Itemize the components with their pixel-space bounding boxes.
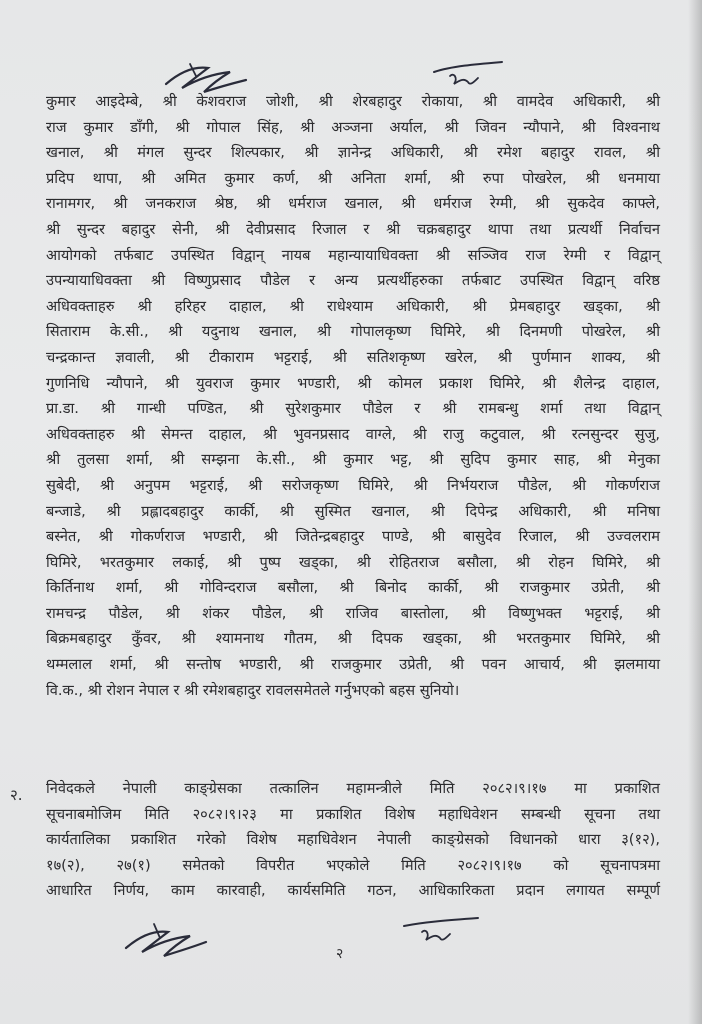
text-line: आयोगको तर्फबाट उपस्थित विद्वान् नायब महान्यायाधिवक्ता श्री सञ्जिव राज रेग्मी र विद्वान् [46, 246, 660, 264]
text-line: रानामगर, श्री जनकराज श्रेष्ठ, श्री धर्मराज खनाल, श्री धर्मराज रेग्मी, श्री सुकदेव काफ्ले, [46, 195, 660, 213]
signature-icon [120, 918, 210, 964]
paragraph-2 [46, 776, 660, 904]
paragraph-1 [46, 89, 660, 703]
text-line: अधिवक्ताहरु श्री सेमन्त दाहाल, श्री भुवनप्रसाद वाग्ले, श्री राजु कटुवाल, श्री रत्नसुन्दर सुजु, [46, 425, 660, 443]
text-line: प्रदिप थापा, श्री अमित कुमार कर्ण, श्री अनिता शर्मा, श्री रुपा पोखरेल, श्री धनमाया [46, 169, 660, 187]
page-number: २ [336, 946, 344, 962]
text-line: प्रा.डा. श्री गान्धी पण्डित, श्री सुरेशकुमार पौडेल र श्री रामबन्धु शर्मा तथा विद्वान् [46, 400, 660, 418]
text-line: वि.क., श्री रोशन नेपाल र श्री रमेशबहादुर रावलसमेतले गर्नुभएको बहस सुनियो। [46, 681, 460, 699]
text-line: बिक्रमबहादुर कुँवर, श्री श्यामनाथ गौतम, श्री दिपक खड्का, श्री भरतकुमार घिमिरे, श्री [46, 630, 660, 648]
text-line: सुबेदी, श्री अनुपम भट्टराई, श्री सरोजकृष्ण घिमिरे, श्री निर्भयराज पौडेल, श्री गोकर्णराज [46, 476, 660, 494]
text-line: गुणनिधि न्यौपाने, श्री युवराज कुमार भण्डारी, श्री कोमल प्रकाश घिमिरे, श्री शैलेन्द्र दाहाल, [46, 374, 660, 392]
page-edge-shadow [688, 0, 702, 1024]
text-line: १७(२), २७(१) समेतको विपरीत भएकोले मिति २०८२।९।१७ को सूचनापत्रमा [46, 856, 660, 874]
text-line: चन्द्रकान्त ज्ञवाली, श्री टीकाराम भट्टराई, श्री सतिशकृष्ण खरेल, श्री पुर्णमान शाक्य, श्री [46, 348, 660, 366]
text-line: निवेदकले नेपाली काङ्ग्रेसका तत्कालिन महामन्त्रीले मिति २०८२।९।१७ मा प्रकाशित [46, 780, 660, 797]
text-line: थम्मलाल शर्मा, श्री सन्तोष भण्डारी, श्री राजकुमार उप्रेती, श्री पवन आचार्य, श्री झलमाया [46, 656, 660, 674]
text-line: अधिवक्ताहरु श्री हरिहर दाहाल, श्री राधेश्याम अधिकारी, श्री प्रेमबहादुर खड्का, श्री [46, 297, 660, 315]
text-line: घिमिरे, भरतकुमार लकाई, श्री पुष्प खड्का, श्री रोहितराज बसौला, श्री रोहन घिमिरे, श्री [46, 553, 660, 571]
text-line: बस्नेत, श्री गोकर्णराज भण्डारी, श्री जितेन्द्रबहादुर पाण्डे, श्री बासुदेव रिजाल, श्री उज्वलराम [46, 528, 660, 546]
text-line: सिताराम के.सी., श्री यदुनाथ खनाल, श्री गोपालकृष्ण घिमिरे, श्री दिनमणी पोखरेल, श्री [46, 323, 660, 341]
text-line: उपन्यायाधिवक्ता श्री विष्णुप्रसाद पौडेल र अन्य प्रत्यर्थीहरुका तर्फबाट उपस्थित विद्वान् वरिष्ठ [46, 272, 660, 290]
text-line: खनाल, श्री मंगल सुन्दर शिल्पकार, श्री ज्ञानेन्द्र अधिकारी, श्री रमेश बहादुर रावल, श्री [46, 144, 660, 162]
text-line: सूचनाबमोजिम मिति २०८२।९।२३ मा प्रकाशित विशेष महाधिवेशन सम्बन्धी सूचना तथा [46, 805, 660, 823]
text-line: श्री तुलसा शर्मा, श्री सम्झना के.सी., श्री कुमार भट्ट, श्री सुदिप कुमार साह, श्री मेनुका [46, 451, 660, 469]
text-line: कार्यतालिका प्रकाशित गरेको विशेष महाधिवेशन नेपाली काङ्ग्रेसको विधानको धारा ३(१२), [46, 831, 660, 849]
text-line: बन्जाडे, श्री प्रह्लादबहादुर कार्की, श्री सुस्मित खनाल, श्री दिपेन्द्र अधिकारी, श्री मनिषा [46, 502, 660, 520]
text-line: राज कुमार डाँगी, श्री गोपाल सिंह, श्री अञ्जना अर्याल, श्री जिवन न्यौपाने, श्री विश्वनाथ [46, 118, 660, 136]
text-line: श्री सुन्दर बहादुर सेनी, श्री देवीप्रसाद रिजाल र श्री चक्रबहादुर थापा तथा प्रत्यर्थी निर्वाचन [46, 220, 660, 238]
initials-icon [400, 912, 484, 952]
paragraph-number: २. [10, 786, 23, 804]
text-line: किर्तिनाथ शर्मा, श्री गोविन्दराज बसौला, श्री बिनोद कार्की, श्री राजकुमार उप्रेती, श्री [46, 579, 660, 597]
text-line: रामचन्द्र पौडेल, श्री शंकर पौडेल, श्री राजिव बास्तोला, श्री विष्णुभक्त भट्टराई, श्री [46, 604, 660, 622]
text-line: आधारित निर्णय, काम कारवाही, कार्यसमिति गठन, आधिकारिकता प्रदान लगायत सम्पूर्ण [46, 882, 660, 900]
text-line: कुमार आइदेम्बे, श्री केशवराज जोशी, श्री शेरबहादुर रोकाया, श्री वामदेव अधिकारी, श्री [46, 93, 660, 110]
